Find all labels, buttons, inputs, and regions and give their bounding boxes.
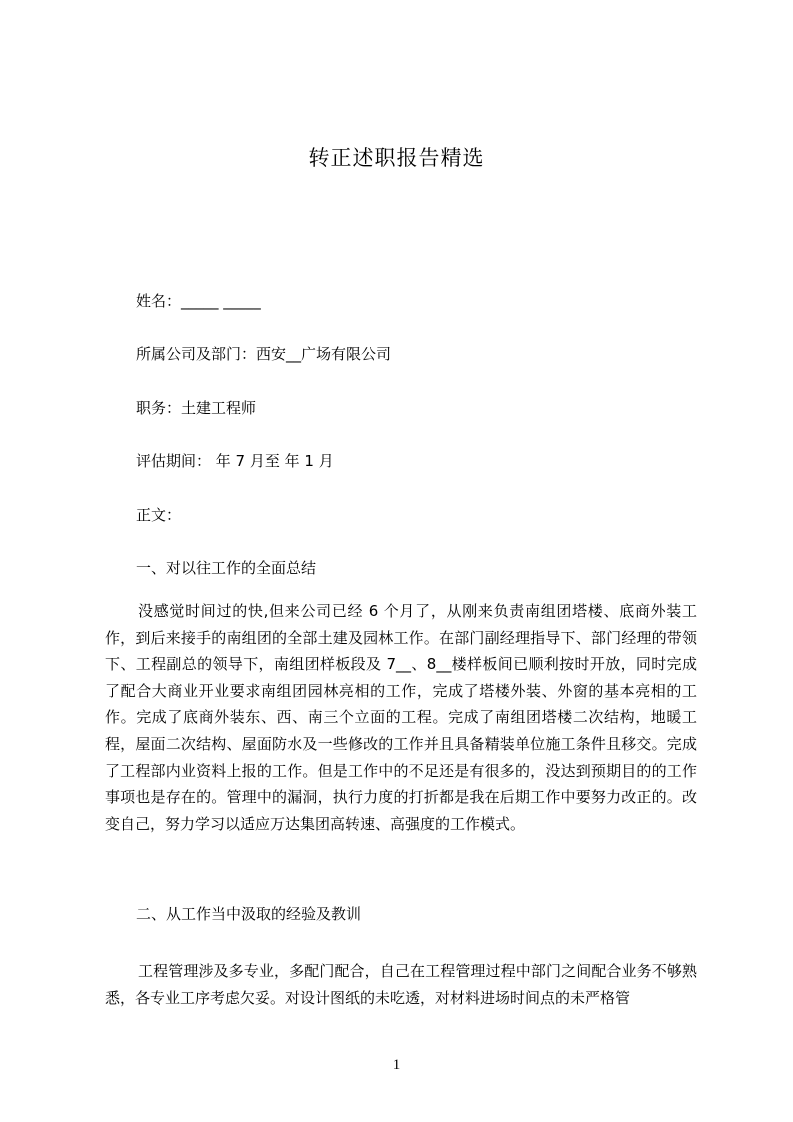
section1-heading: 一、对以往工作的全面总结 xyxy=(136,559,317,577)
section1-paragraph: 没感觉时间过的快,但来公司已经 6 个月了，从刚来负责南组团塔楼、底商外装工作，到后来接手的南组团的全部土建及园林工作。在部门副经理指导下、部门经理的带领下、工程副总的领导下，南组团样板段及 7__、8__楼样板间已顺利按时开放，同时完成了配合大商业开业要求南组团园林亮相的工作，完成了塔楼外装、外窗的基本亮相的工作。完成了底商外装东、西、南三个立面的工程。完成了南组团塔楼二次结构，地暖工程，屋面二次结构、屋面防水及一些修改的工作并且具备精装单位施工条件且移交。完成了工程部内业资料上报的工作。但是工作中的不足还是有很多的，没达到预期目的的工作事项也是存在的。管理中的漏洞，执行力度的打折都是我在后期工作中要努力改正的。改变自己，努力学习以适应万达集团高转速、高强度的工作模式。 xyxy=(105,602,697,833)
company-field: 所属公司及部门：西安__广场有限公司 xyxy=(136,345,392,363)
page-number: 1 xyxy=(392,1057,401,1073)
name-field: 姓名：_____ _____ xyxy=(136,292,261,310)
body-label: 正文： xyxy=(136,506,182,524)
position-field: 职务：土建工程师 xyxy=(136,399,257,417)
period-field: 评估期间： 年 7 月至 年 1 月 xyxy=(136,452,334,470)
section2-heading: 二、从工作当中汲取的经验及教训 xyxy=(136,905,362,923)
section2-paragraph: 工程管理涉及多专业，多配门配合，自己在工程管理过程中部门之间配合业务不够熟悉，各专业工序考虑欠妥。对设计图纸的未吃透，对材料进场时间点的未严格管 xyxy=(105,962,697,1007)
document-title: 转正述职报告精选 xyxy=(308,146,485,170)
